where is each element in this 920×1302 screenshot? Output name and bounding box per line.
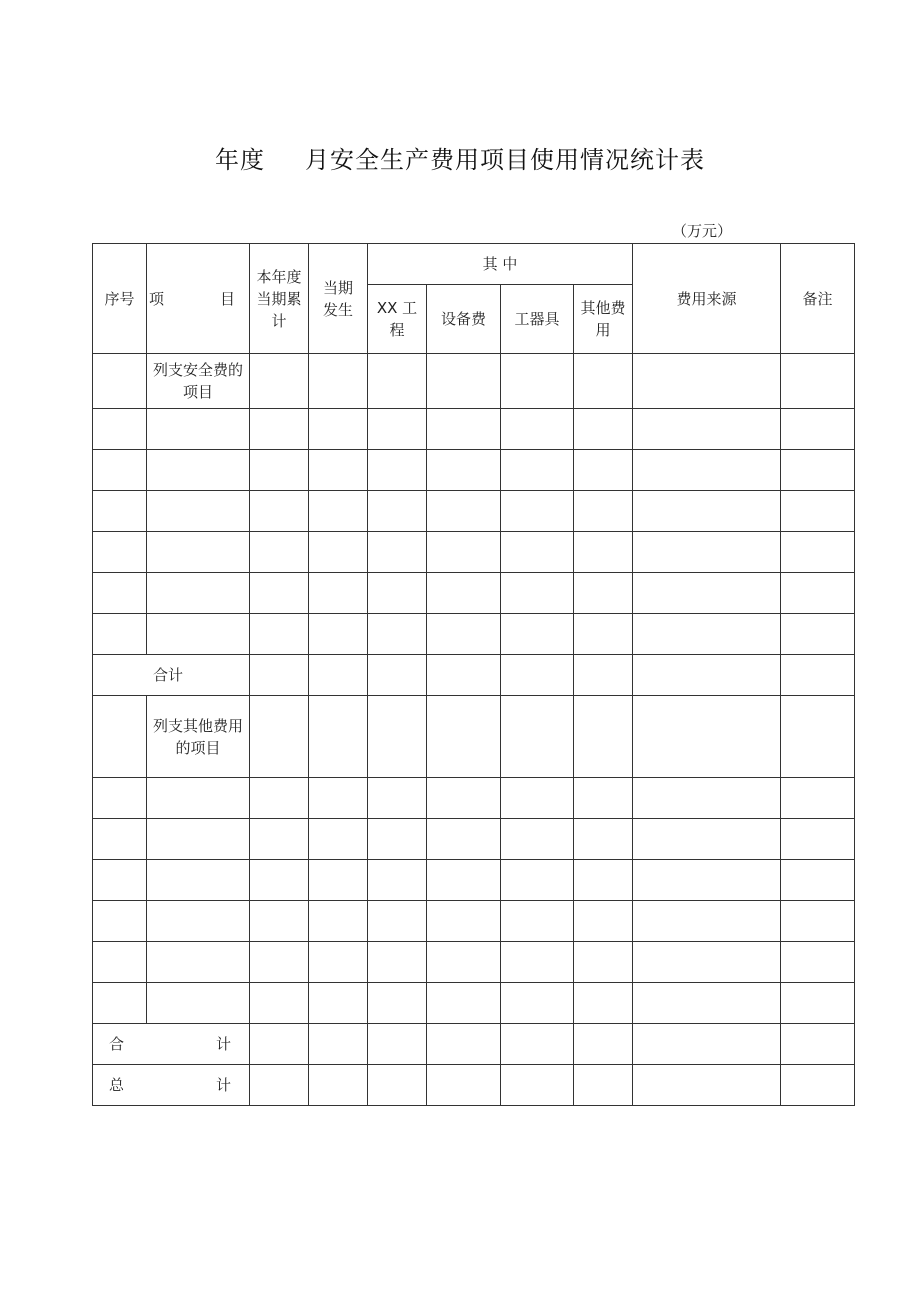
header-other — [574, 285, 633, 354]
table-row — [93, 983, 855, 1024]
row-safety-items — [147, 354, 250, 409]
header-item-a: 项 — [149, 289, 165, 308]
row-safety-items-text: 列支安全费的项目 — [152, 361, 243, 401]
header-year-cumulative-text: 本年度当期累计 — [256, 267, 302, 330]
statistics-table — [92, 243, 855, 1106]
header-engineering-text: XX 工程 — [376, 299, 418, 339]
header-engineering — [368, 285, 427, 354]
header-equipment: 设备费 — [427, 285, 501, 354]
header-item-b: 目 — [219, 289, 235, 308]
row-grand-a: 总 — [109, 1076, 125, 1094]
header-year-cumulative — [250, 244, 309, 354]
table-row — [93, 354, 855, 409]
header-among: 其 中 — [368, 244, 633, 285]
table-row — [93, 409, 855, 450]
row-subtotal-text: 合计 — [152, 666, 183, 684]
header-item — [147, 244, 250, 354]
table-row — [93, 819, 855, 860]
total-row — [93, 1024, 855, 1065]
page-title — [0, 140, 920, 175]
unit-label: （万元） — [672, 222, 733, 240]
header-source: 费用来源 — [633, 244, 781, 354]
table-row — [93, 532, 855, 573]
row-total-a: 合 — [109, 1035, 125, 1053]
row-other-items-text: 列支其他费用的项目 — [152, 716, 243, 757]
grand-total-row — [93, 1065, 855, 1106]
title-year: 年度 — [215, 146, 265, 174]
row-total — [93, 1024, 250, 1065]
table-row — [93, 573, 855, 614]
table-row — [93, 696, 855, 778]
header-period-text: 当期发生 — [322, 278, 353, 319]
header-seq: 序号 — [93, 244, 147, 354]
row-grand-total — [93, 1065, 250, 1106]
row-grand-b: 计 — [215, 1076, 231, 1094]
header-remark: 备注 — [781, 244, 855, 354]
row-total-b: 计 — [215, 1035, 231, 1053]
table-row — [93, 860, 855, 901]
table-row — [93, 450, 855, 491]
table-row — [93, 491, 855, 532]
table-row — [93, 942, 855, 983]
title-main: 月安全生产费用项目使用情况统计表 — [305, 146, 705, 174]
table-row — [93, 778, 855, 819]
row-other-items — [147, 696, 250, 778]
row-subtotal — [93, 655, 250, 696]
header-period — [309, 244, 368, 354]
table-row — [93, 901, 855, 942]
header-row-1 — [93, 244, 855, 285]
subtotal-row — [93, 655, 855, 696]
header-tools: 工器具 — [501, 285, 574, 354]
table-row — [93, 614, 855, 655]
header-other-text: 其他费用 — [580, 299, 626, 339]
